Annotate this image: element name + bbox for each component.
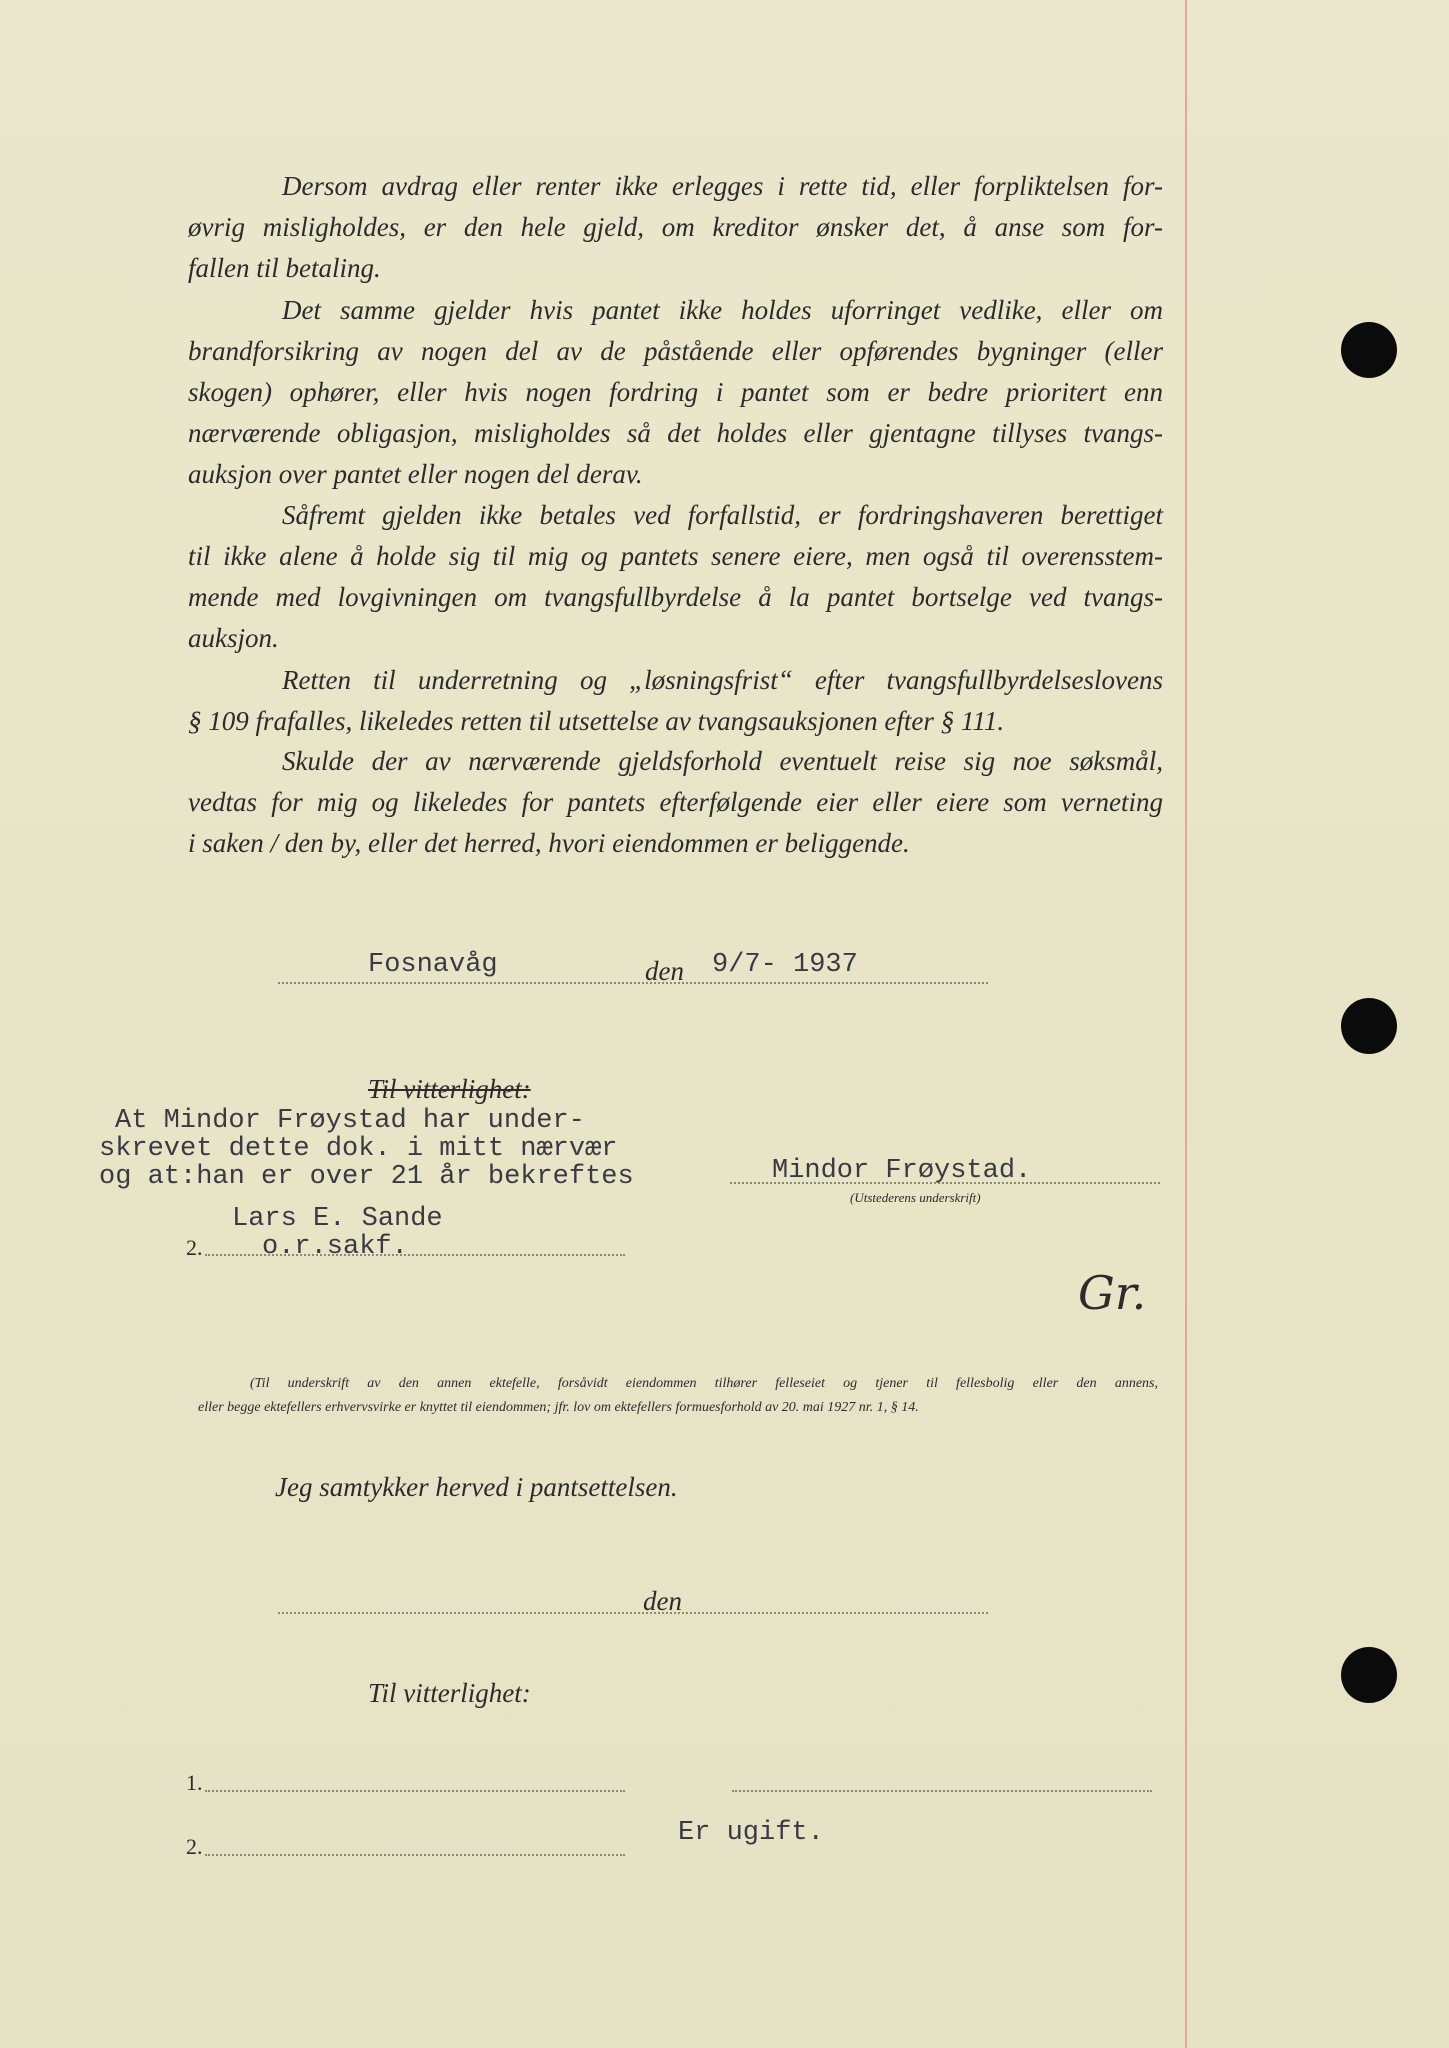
- text-line: til ikke alene å holde sig til mig og pantets senere eiere, men også til overensstem-: [188, 541, 1163, 571]
- paragraph-default-terms: [188, 166, 1163, 289]
- spouse-note: [198, 1372, 1158, 1420]
- issuer-name: Mindor Frøystad.: [772, 1156, 1032, 1186]
- text-line: Retten til underretning og „løsningsfrist“ efter tvangsfullbyrdelseslovens: [282, 665, 1163, 695]
- paragraph-forced-sale: [188, 495, 1163, 659]
- witness-heading: Til vitterlighet:: [368, 1074, 531, 1104]
- consent-spouse-line: [732, 1790, 1152, 1792]
- text-line: § 109 frafalles, likeledes retten til utsettelse av tvangsauksjonen efter § 111.: [188, 706, 1005, 736]
- text-line: skogen) ophører, eller hvis nogen fordring i pantet som er bedre prioritert enn: [188, 377, 1163, 407]
- witness-typed-line: skrevet dette dok. i mitt nærvær: [99, 1134, 618, 1164]
- consent-number-2: 2.: [186, 1834, 203, 1859]
- note-line: eller begge ektefellers erhvervsvirke er knyttet til eiendommen; jfr. lov om ektefellers formuesforhold av 20. mai 1927 nr. 1, § 14.: [198, 1400, 919, 1415]
- margin-rule: [1185, 0, 1187, 2048]
- witness-signer-title: o.r.sakf.: [262, 1232, 408, 1262]
- consent-text: Jeg samtykker herved i pantsettelsen.: [275, 1472, 678, 1502]
- punch-hole: [1341, 998, 1397, 1054]
- witness-number-2: 2.: [186, 1235, 203, 1260]
- date-dotted-line: [278, 982, 988, 984]
- paragraph-venue: [188, 741, 1163, 864]
- consent-number-1: 1.: [186, 1770, 203, 1795]
- text-line: nærværende obligasjon, misligholdes så det holdes eller gjentagne tillyses tvangs-: [188, 418, 1163, 448]
- text-line: vedtas for mig og likeledes for pantets efterfølgende eier eller eiere som verneting: [188, 787, 1163, 817]
- note-line: (Til underskrift av den annen ektefelle, forsåvidt eiendommen tilhører felleseiet og tjener til fellesbolig eller den annens,: [250, 1376, 1158, 1391]
- consent-witness-line-1: [205, 1790, 625, 1792]
- date-value: 9/7- 1937: [712, 950, 858, 980]
- text-line: fallen til betaling.: [188, 253, 381, 283]
- paragraph-notice-waiver: [188, 660, 1163, 742]
- text-line: auksjon.: [188, 623, 279, 653]
- place-name: Fosnavåg: [368, 950, 498, 980]
- text-line: brandforsikring av nogen del av de påstående eller opførendes bygninger (eller: [188, 336, 1163, 366]
- den-label: den: [645, 956, 684, 986]
- text-line: Det samme gjelder hvis pantet ikke holdes uforringet vedlike, eller om: [282, 295, 1163, 325]
- consent-witness-heading: Til vitterlighet:: [368, 1678, 531, 1708]
- witness-signer-name: Lars E. Sande: [232, 1204, 443, 1234]
- text-line: Skulde der av nærværende gjeldsforhold eventuelt reise sig noe søksmål,: [282, 746, 1163, 776]
- witness-typed-line: At Mindor Frøystad har under-: [115, 1106, 585, 1136]
- text-line: Dersom avdrag eller renter ikke erlegges i rette tid, eller forpliktelsen for-: [282, 171, 1163, 201]
- text-line: mende med lovgivningen om tvangsfullbyrdelse å la pantet bortselge ved tvangs-: [188, 582, 1163, 612]
- consent-witness-line-2: [205, 1854, 625, 1856]
- marital-status: Er ugift.: [678, 1818, 824, 1848]
- text-line: i saken / den by, eller det herred, hvori eiendommen er beliggende.: [188, 828, 910, 858]
- initials-signature: Gr.: [1078, 1266, 1147, 1320]
- issuer-caption: (Utstederens underskrift): [850, 1190, 981, 1205]
- paragraph-maintenance: [188, 290, 1163, 495]
- punch-hole: [1341, 322, 1397, 378]
- text-line: Såfremt gjelden ikke betales ved forfallstid, er fordringshaveren berettiget: [282, 500, 1163, 530]
- witness-typed-line: og at:han er over 21 år bekreftes: [99, 1162, 634, 1192]
- punch-hole: [1341, 1647, 1397, 1703]
- text-line: auksjon over pantet eller nogen del derav.: [188, 459, 643, 489]
- consent-date-line: [278, 1612, 988, 1614]
- text-line: øvrig misligholdes, er den hele gjeld, om kreditor ønsker det, å anse som for-: [188, 212, 1163, 242]
- consent-den-label: den: [643, 1586, 682, 1616]
